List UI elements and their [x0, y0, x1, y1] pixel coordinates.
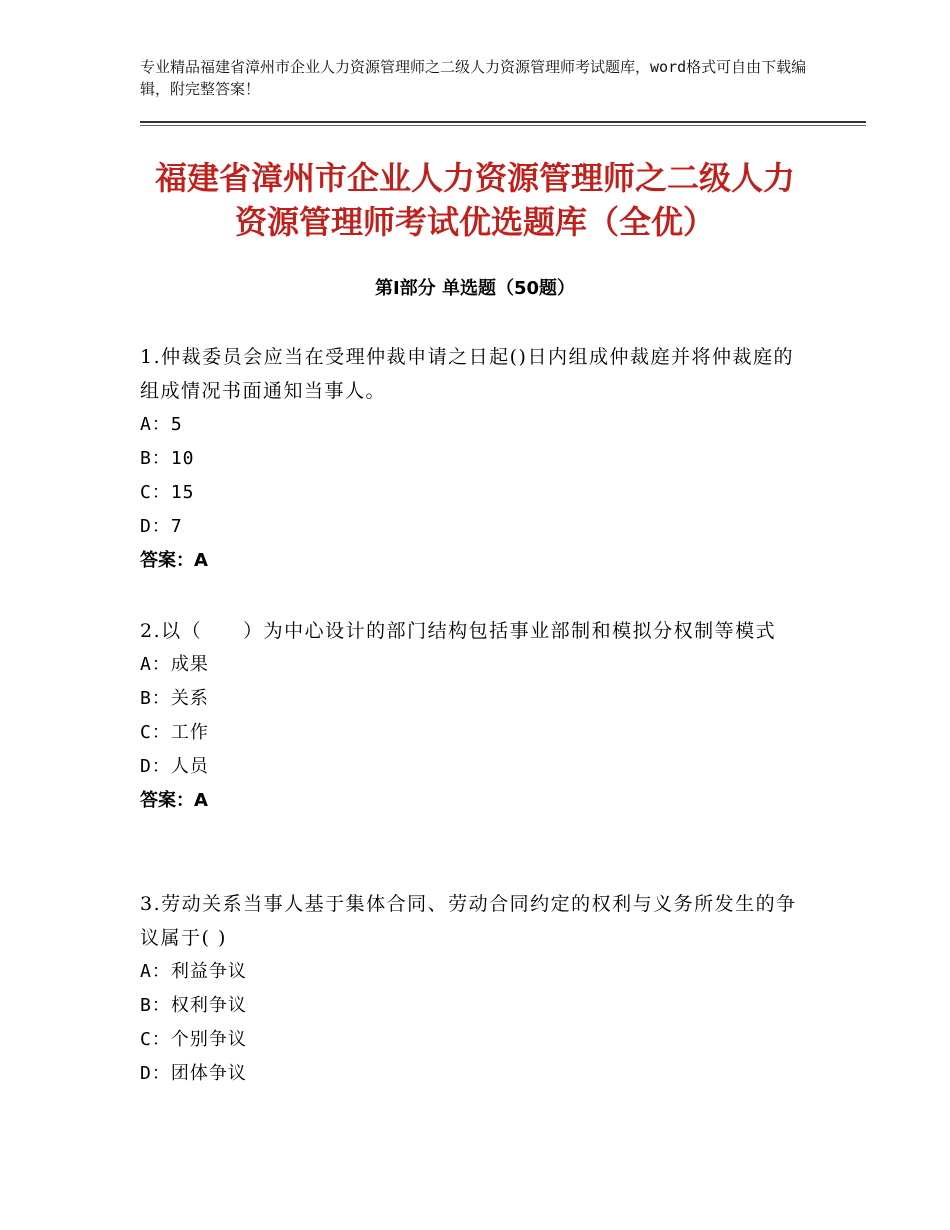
option-a: A：利益争议	[140, 961, 247, 982]
section-heading: 第Ⅰ部分 单选题（50题）	[374, 278, 575, 299]
header-note: 专业精品福建省漳州市企业人力资源管理师之二级人力资源管理师考试题库，word格式可自由下载编辑，附完整答案！	[140, 58, 807, 98]
question-stem: 3.劳动关系当事人基于集体合同、劳动合同约定的权利与义务所发生的争议属于( )	[140, 893, 797, 949]
option-c: C：工作	[140, 722, 209, 743]
question-3	[140, 887, 810, 1091]
option-d: D：团体争议	[140, 1063, 247, 1084]
question-stem: 1.仲裁委员会应当在受理仲裁申请之日起()日内组成仲裁庭并将仲裁庭的组成情况书面通知当事人。	[140, 346, 794, 402]
option-b: B：权利争议	[140, 995, 247, 1016]
option-c: C：15	[140, 482, 195, 503]
question-stem: 2.以（ ）为中心设计的部门结构包括事业部制和模拟分权制等模式	[140, 620, 777, 642]
option-a: A：5	[140, 414, 183, 435]
option-d: D：7	[140, 516, 183, 537]
option-c: C：个别争议	[140, 1029, 247, 1050]
document-title: 福建省漳州市企业人力资源管理师之二级人力资源管理师考试优选题库（全优）	[154, 159, 795, 241]
option-b: B：10	[140, 448, 195, 469]
option-d: D：人员	[140, 756, 209, 777]
option-a: A：成果	[140, 654, 209, 675]
header-divider-secondary	[140, 125, 866, 126]
question-2	[140, 614, 810, 818]
header-divider	[140, 121, 866, 123]
question-1	[140, 340, 810, 578]
answer: 答案：A	[140, 790, 208, 811]
answer: 答案：A	[140, 550, 208, 571]
option-b: B：关系	[140, 688, 209, 709]
